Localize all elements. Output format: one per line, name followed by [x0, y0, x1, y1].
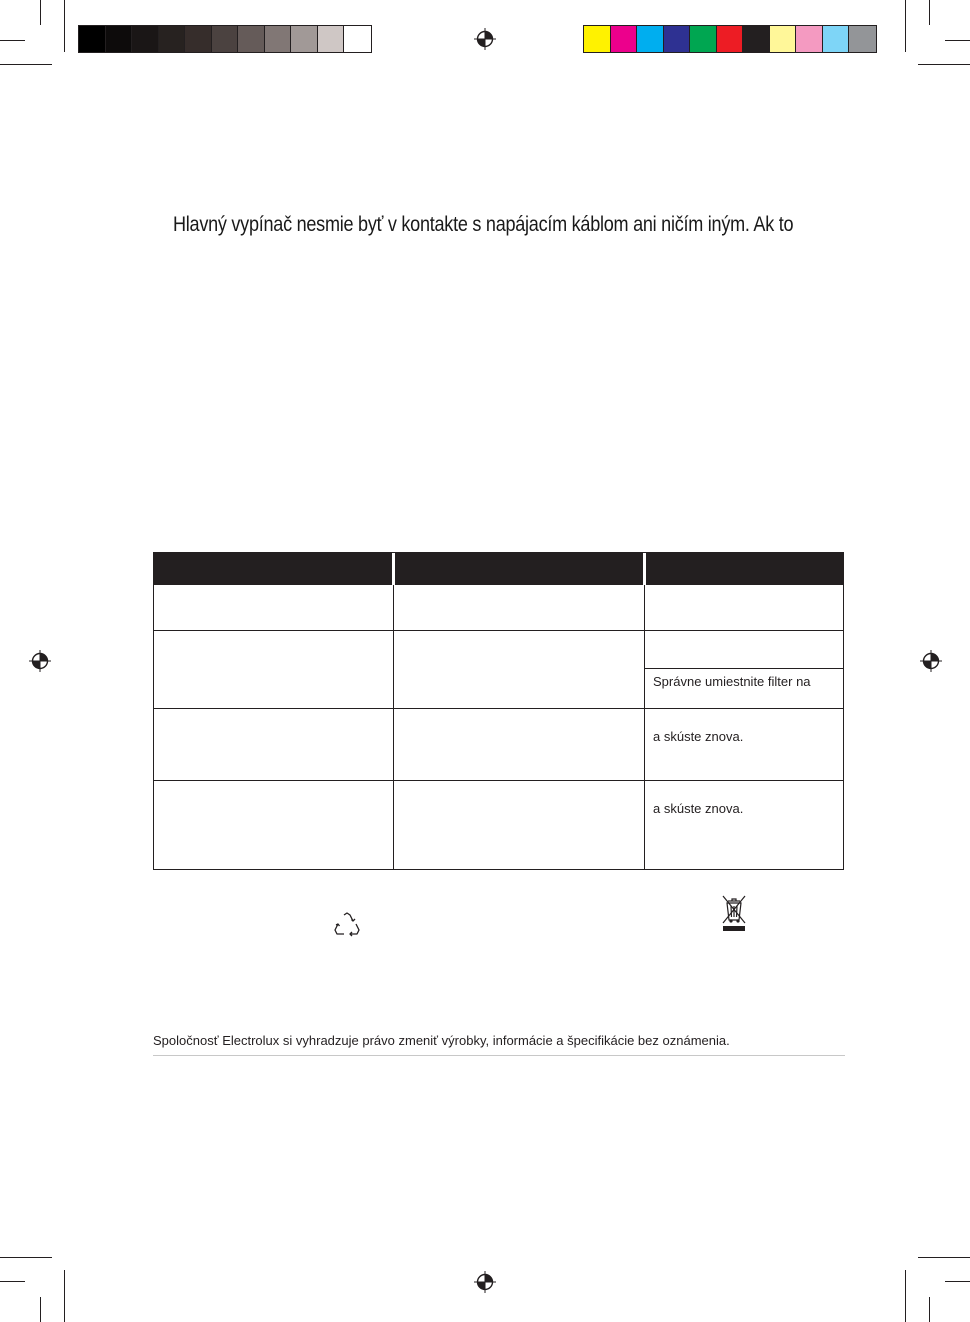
- color-swatch: [849, 26, 876, 52]
- color-swatch: [823, 26, 850, 52]
- color-swatch: [291, 26, 318, 52]
- table-divider: [644, 553, 645, 869]
- crop-mark: [905, 1270, 906, 1322]
- crossed-out-bin-icon: [720, 893, 748, 933]
- header-gap: [643, 553, 646, 585]
- color-swatch: [79, 26, 106, 52]
- color-swatch: [796, 26, 823, 52]
- table-header: [154, 553, 843, 585]
- crop-mark: [945, 40, 970, 41]
- color-swatch: [212, 26, 239, 52]
- footer-rule: [153, 1055, 845, 1056]
- color-swatch: [584, 26, 611, 52]
- crop-mark: [0, 40, 25, 41]
- registration-mark-icon: [474, 1271, 496, 1293]
- color-swatch: [238, 26, 265, 52]
- table-divider: [393, 553, 394, 869]
- crop-mark: [929, 0, 930, 25]
- color-swatch: [637, 26, 664, 52]
- crop-mark: [40, 1297, 41, 1322]
- color-swatch: [770, 26, 797, 52]
- crop-mark: [929, 1297, 930, 1322]
- color-swatch: [159, 26, 186, 52]
- crop-mark: [918, 64, 970, 65]
- troubleshooting-table: [153, 552, 844, 870]
- color-swatch: [743, 26, 770, 52]
- crop-mark: [918, 1257, 970, 1258]
- color-swatch: [318, 26, 345, 52]
- color-swatch: [185, 26, 212, 52]
- crop-mark: [64, 1270, 65, 1322]
- crop-mark: [905, 0, 906, 52]
- recycle-icon: [333, 912, 361, 938]
- table-cell: Správne umiestnite filter na: [653, 674, 811, 689]
- color-swatch: [344, 26, 371, 52]
- color-swatch: [664, 26, 691, 52]
- registration-mark-icon: [474, 28, 496, 50]
- registration-mark-icon: [29, 650, 51, 672]
- color-swatch: [690, 26, 717, 52]
- registration-mark-icon: [920, 650, 942, 672]
- table-divider: [645, 668, 843, 669]
- crop-mark: [40, 0, 41, 25]
- crop-mark: [0, 1257, 52, 1258]
- crop-mark: [945, 1281, 970, 1282]
- crop-mark: [0, 64, 52, 65]
- color-swatch: [132, 26, 159, 52]
- warning-heading: Hlavný vypínač nesmie byť v kontakte s napájacím káblom ani ničím iným. Ak to: [173, 213, 794, 236]
- crop-mark: [64, 0, 65, 52]
- crop-mark: [0, 1281, 25, 1282]
- table-divider: [154, 780, 843, 781]
- color-swatch: [717, 26, 744, 52]
- disclaimer-text: Spoločnosť Electrolux si vyhradzuje právo zmeniť výrobky, informácie a špecifikácie bez oznámenia.: [153, 1033, 730, 1048]
- table-cell: a skúste znova.: [653, 801, 744, 816]
- color-swatch: [611, 26, 638, 52]
- table-cell: a skúste znova.: [653, 729, 744, 744]
- table-divider: [154, 630, 843, 631]
- header-gap: [392, 553, 395, 585]
- table-divider: [154, 708, 843, 709]
- process-color-bar: [583, 25, 877, 53]
- color-swatch: [106, 26, 133, 52]
- color-swatch: [265, 26, 292, 52]
- grayscale-color-bar: [78, 25, 372, 53]
